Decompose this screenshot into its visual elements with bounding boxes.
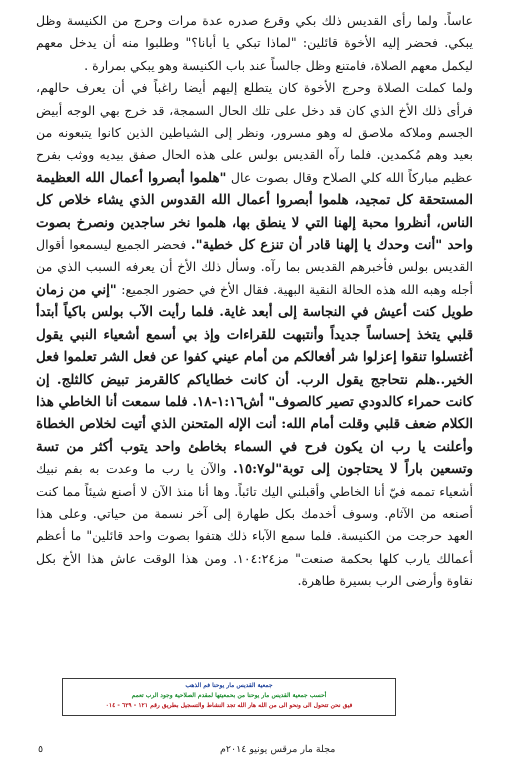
page-footer	[36, 744, 473, 758]
notice-box	[62, 678, 396, 716]
paragraph-2-intro: ولما كملت الصلاة وحرج الأخوة كان يتطلع إليهم أيضا راغباً في أن يعرف حالهم، فرأى ذلك الأخ الذي كان قد دخل على تلك الحال السمجة، قد خرج بهي الوجه أبيض الجسم وملاكه ملاصق له وهو مسرور، ونظر إلى الشياطين الذين كانوا يتبعونه من بعيد وهم مُكمدين. فلما رآه القديس بولس على هذه الحال صفق بيديه ووثب بفرح عظيم مباركاً الله كلي الصلاح وقال بصوت عال	[36, 80, 474, 185]
paragraph-2-end: والآن يا رب ما وعدت به بفم نبيك أشعياء تممه فيّ أنا الخاطي وأقبلني اليك تائباً. وها أنا منذ الآن لا أصنع شيئاً مما كنت أصنعه من الآثام. وسوف أخدمك بكل طهارة إلى آخر نسمة من حياتي. وعلى هذا العهد حرجت من الكنيسة. فلما سمع الآباء ذلك هتفوا بصوت واحد قائلين" ما أعظم أعمالك يارب كلها بحكمة صنعت" مز١٠٤:٢٤. ومن هذا الوقت عاش هذا الأخ بكل نقاوة وأرضى الرب بسيرة طاهرة.	[36, 461, 473, 589]
paragraph-2	[36, 77, 473, 592]
brother-testimony: "إني من زمان طويل كنت أعيش في النجاسة إلى أبعد غاية. فلما رأيت الآب بولس باكياً أبتدأ قلبي يتخذ إحساساً جديداً وأنتبهت للقراءات وإذ بي أسمع أشعياء النبي يقول أغتسلوا تنقوا إعزلوا شر أفعالكم من أمام عيني كفوا عن فعل الشر تعلموا فعل الخير..هلم نتحاجج يقول الرب. أن كانت خطاياكم كالقرمز تبيض كالثلج. إن كانت حمراء كالدودي تصير كالصوف" أش١:١٦-١٨. فلما سمعت أنا الخاطي هذا الكلام ضعف قلبي وقلت أمام الله: أنت الإله المتحنن الذي أتيت لخلاص الخطاة وأعلنت يا رب ان يكون فرح في السماء بخاطئ واحد يتوب أكثر من تسة وتسعين باراً لا يحتاجون إلى توبة"لو١٥:٧.	[35, 281, 473, 478]
article-body	[36, 10, 473, 593]
praise-quote: "هلموا أبصروا أعمال الله العظيمة المستحقة كل تمجيد، هلموا أبصروا أعمال الله القدوس الذي يشاء خلاص كل الناس، أنظروا محبة إلهنا التي لا ينطق بها، هلموا نخر ساجدين ونصرخ بصوت واحد "أنت وحدك يا إلهنا قادر أن تنزع كل خطية".	[36, 169, 474, 254]
paragraph-2-tail: فحضر الجميع ليسمعوا أقوال القديس بولس فأخبرهم القديس بما رآه. وسأل ذلك الأخ أن يعرفه السبب الذي من أجله وهبه الله هذه الحالة النقية البهية. فقال الأخ في حضور الجميع:	[36, 237, 474, 297]
publication-name: مجلة مار مرقس يونيو ٢٠١٤م	[220, 744, 336, 755]
page	[36, 10, 473, 770]
paragraph-1: عاساً. ولما رأى القديس ذلك بكي وقرع صدره عدة مرات وحرج من الكنيسة وظل يبكي. فحضر إليه الأخوة قائلين: "لماذا تبكي يا أبانا؟" وطلبوا منه أن يدخل معهم ليكمل معهم الصلاة، فامتنع وظل جالساً عند باب الكنيسة وهو يبكي بمرارة .	[36, 13, 473, 73]
page-number: ٥	[38, 744, 44, 755]
notice-line-2: أحسب جمعية القديس مار يوحنا من بحمعيتها لمقدم الصلاحية وجود الرب تعمم	[131, 692, 327, 699]
notice-line-3: فيق نحن تتحول الى ونحو الى من الله هار الله تجد النشاط والتسجيل بطريق رقم ١٢١ - ٦٢٩ - ٠١٤	[105, 702, 353, 709]
notice-line-1: جمعية القديس مار يوحنا فم الذهب	[185, 682, 273, 689]
